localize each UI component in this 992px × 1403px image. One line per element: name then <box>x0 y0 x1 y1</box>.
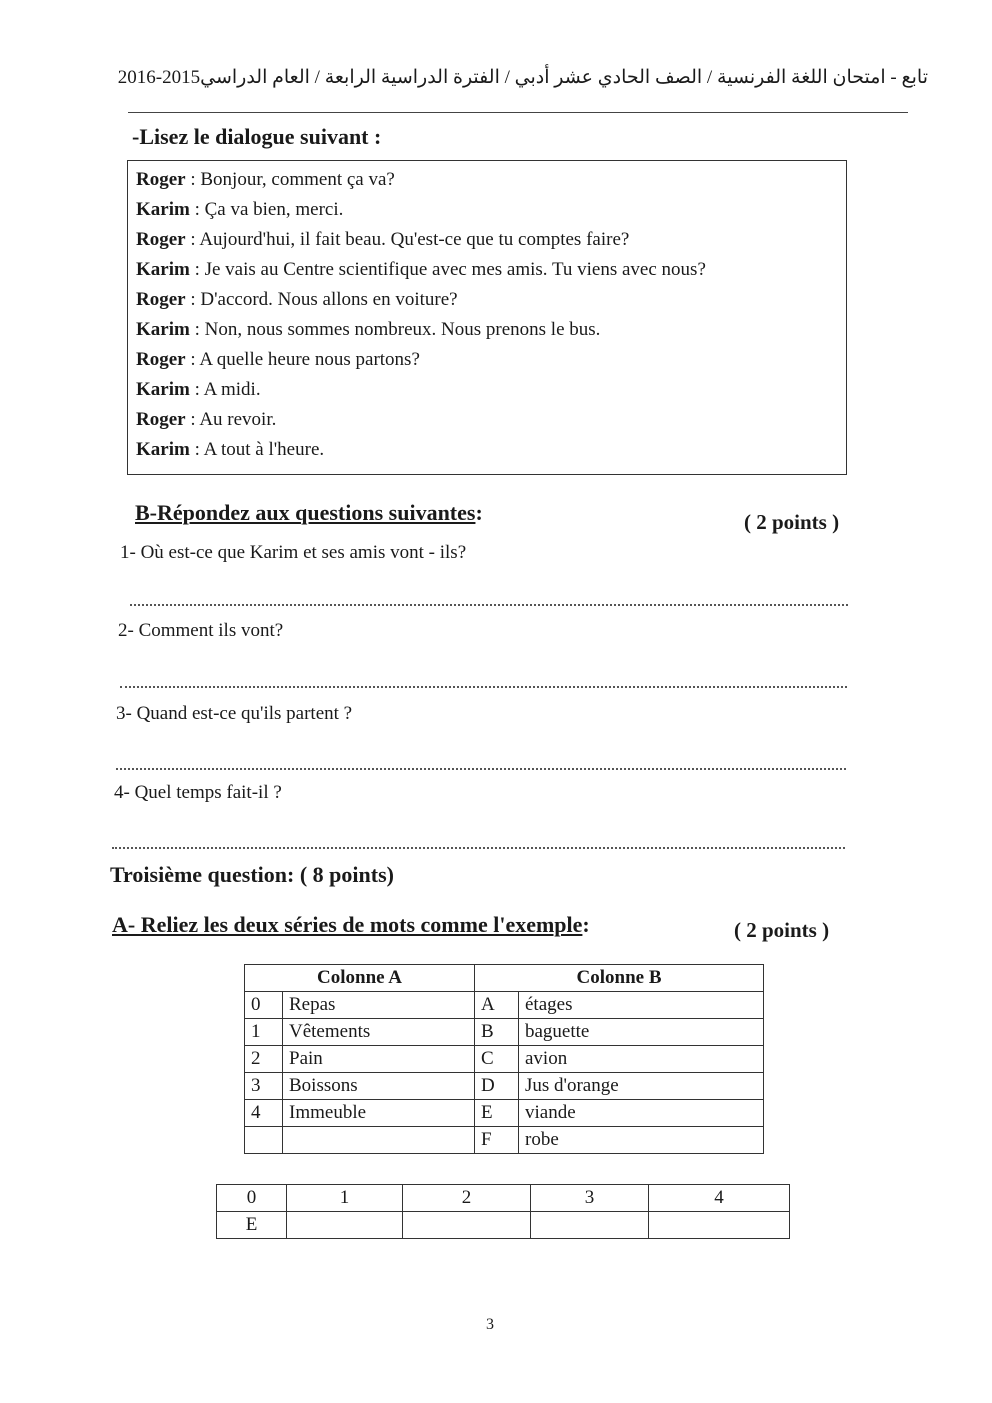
answer-number: 4 <box>649 1185 790 1212</box>
col-b-word: baguette <box>519 1019 764 1046</box>
col-a-number: 1 <box>245 1019 283 1046</box>
speaker-name: Roger <box>136 229 186 250</box>
table-row <box>245 1046 764 1073</box>
dialogue-text: Aujourd'hui, il fait beau. Qu'est-ce que tu comptes faire? <box>199 229 630 250</box>
question-4: 4- Quel temps fait-il ? <box>114 782 282 803</box>
col-b-letter: B <box>475 1019 519 1046</box>
section-b-title <box>135 500 483 526</box>
table-row <box>245 1127 764 1154</box>
section-b-title-text: B-Répondez aux questions suivantes <box>135 500 476 525</box>
table-row <box>245 1073 764 1100</box>
speaker-name: Roger <box>136 349 186 370</box>
dialogue-line <box>136 439 324 461</box>
speaker-name: Roger <box>136 289 186 310</box>
question-3: 3- Quand est-ce qu'ils partent ? <box>116 703 353 724</box>
dialogue-line <box>136 289 458 311</box>
col-b-word: étages <box>519 992 764 1019</box>
dialogue-line <box>136 199 343 221</box>
dialogue-box <box>127 160 847 475</box>
column-a-header: Colonne A <box>245 965 475 992</box>
column-b-header: Colonne B <box>475 965 764 992</box>
answer-cell-example: E <box>217 1212 287 1239</box>
dialogue-text: A tout à l'heure. <box>203 439 325 460</box>
matching-table <box>244 964 764 1154</box>
dialogue-line <box>136 409 276 431</box>
col-b-letter: D <box>475 1073 519 1100</box>
answer-line-3[interactable] <box>116 768 846 770</box>
col-a-number: 0 <box>245 992 283 1019</box>
answer-number: 0 <box>217 1185 287 1212</box>
answer-cell[interactable] <box>531 1212 649 1239</box>
speaker-name: Karim <box>136 379 190 400</box>
col-b-word: Jus d'orange <box>519 1073 764 1100</box>
col-b-letter: A <box>475 992 519 1019</box>
answer-grid <box>216 1184 790 1239</box>
dialogue-text: Je vais au Centre scientifique avec mes amis. Tu viens avec nous? <box>204 259 706 280</box>
speaker-name: Karim <box>136 259 190 280</box>
speaker-separator: : <box>189 259 205 280</box>
dialogue-text: A quelle heure nous partons? <box>199 349 420 370</box>
answer-number: 2 <box>403 1185 531 1212</box>
dialogue-line <box>136 229 629 251</box>
speaker-name: Roger <box>136 169 186 190</box>
speaker-name: Karim <box>136 439 190 460</box>
third-question-title: Troisième question: ( 8 points) <box>110 862 394 887</box>
speaker-separator: : <box>189 379 204 400</box>
col-a-word: Boissons <box>283 1073 475 1100</box>
speaker-separator: : <box>185 169 201 190</box>
speaker-separator: : <box>185 349 200 370</box>
speaker-name: Karim <box>136 199 190 220</box>
page-number: 3 <box>486 1316 494 1333</box>
answer-grid-numbers <box>217 1185 790 1212</box>
col-a-number: 2 <box>245 1046 283 1073</box>
col-a-word: Pain <box>283 1046 475 1073</box>
dialogue-text: A midi. <box>203 379 261 400</box>
dialogue-line <box>136 259 706 281</box>
col-b-letter: F <box>475 1127 519 1154</box>
section-a-points: ( 2 points ) <box>734 918 830 942</box>
answer-grid-values <box>217 1212 790 1239</box>
page-header: تابع - امتحان اللغة الفرنسية / الصف الحادي عشر أدبي / الفترة الدراسية الرابعة / العام الدراسي2015-2016 <box>117 67 928 88</box>
col-b-letter: C <box>475 1046 519 1073</box>
col-a-word: Immeuble <box>283 1100 475 1127</box>
answer-cell[interactable] <box>287 1212 403 1239</box>
col-b-letter: E <box>475 1100 519 1127</box>
answer-number: 3 <box>531 1185 649 1212</box>
section-a-colon: : <box>582 912 590 937</box>
col-b-word: viande <box>519 1100 764 1127</box>
speaker-separator: : <box>185 229 200 250</box>
answer-line-1[interactable] <box>130 604 848 606</box>
dialogue-text: Au revoir. <box>199 409 277 430</box>
speaker-separator: : <box>185 409 200 430</box>
dialogue-text: Bonjour, comment ça va? <box>200 169 395 190</box>
section-b-points: ( 2 points ) <box>744 510 840 534</box>
header-divider <box>128 112 908 113</box>
answer-cell[interactable] <box>403 1212 531 1239</box>
dialogue-line <box>136 319 600 341</box>
section-a-title-text: A- Reliez les deux séries de mots comme l'exemple <box>112 912 583 937</box>
col-a-number <box>245 1127 283 1154</box>
matching-table-header <box>245 965 764 992</box>
speaker-separator: : <box>185 289 201 310</box>
dialogue-text: D'accord. Nous allons en voiture? <box>200 289 458 310</box>
question-1: 1- Où est-ce que Karim et ses amis vont - ils? <box>120 542 467 563</box>
answer-number: 1 <box>287 1185 403 1212</box>
answer-cell[interactable] <box>649 1212 790 1239</box>
dialogue-line <box>136 349 420 371</box>
speaker-name: Karim <box>136 319 190 340</box>
table-row <box>245 1019 764 1046</box>
col-a-word: Repas <box>283 992 475 1019</box>
col-a-word: Vêtements <box>283 1019 475 1046</box>
col-a-number: 3 <box>245 1073 283 1100</box>
dialogue-text: Ça va bien, merci. <box>204 199 344 220</box>
speaker-separator: : <box>189 319 205 340</box>
speaker-separator: : <box>189 439 204 460</box>
section-b-colon: : <box>475 500 483 525</box>
answer-line-2[interactable] <box>120 686 847 688</box>
col-b-word: robe <box>519 1127 764 1154</box>
col-a-word <box>283 1127 475 1154</box>
speaker-separator: : <box>189 199 205 220</box>
table-row <box>245 992 764 1019</box>
dialogue-line <box>136 169 395 191</box>
answer-line-4[interactable] <box>112 847 845 849</box>
question-2: 2- Comment ils vont? <box>118 620 284 641</box>
speaker-name: Roger <box>136 409 186 430</box>
dialogue-title: -Lisez le dialogue suivant : <box>132 124 382 149</box>
dialogue-line <box>136 379 261 401</box>
section-a-title <box>112 912 590 938</box>
col-a-number: 4 <box>245 1100 283 1127</box>
dialogue-text: Non, nous sommes nombreux. Nous prenons le bus. <box>204 319 601 340</box>
col-b-word: avion <box>519 1046 764 1073</box>
table-row <box>245 1100 764 1127</box>
